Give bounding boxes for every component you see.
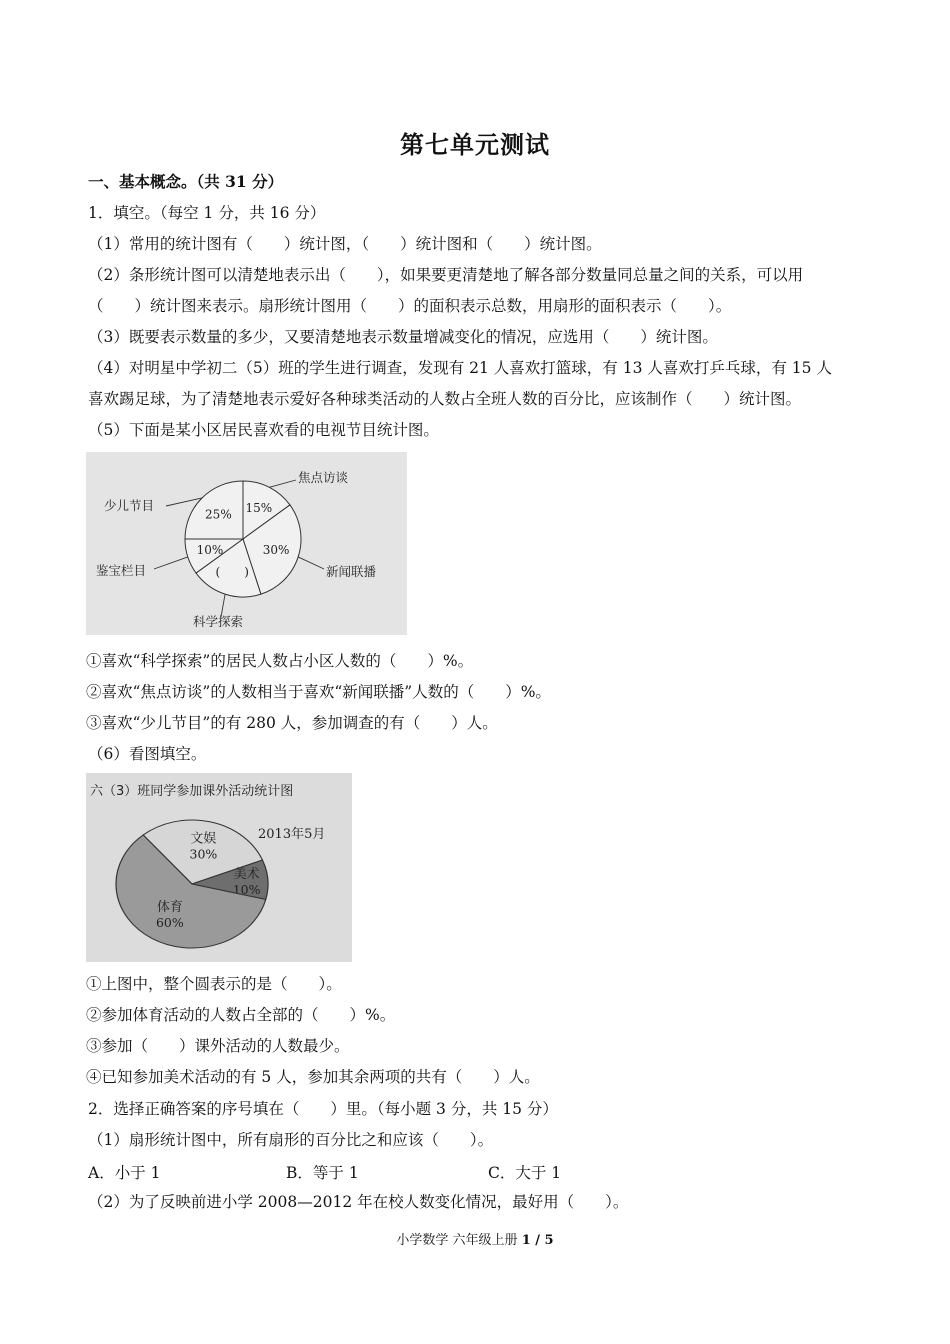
- question-1-5: （5）下面是某小区居民喜欢看的电视节目统计图。: [88, 421, 439, 439]
- question-1-4b: 喜欢踢足球，为了清楚地表示爱好各种球类活动的人数占全班人数的百分比，应该制作（ ）统计图。: [88, 390, 802, 408]
- question-1-6-3: ③参加（ ）课外活动的人数最少。: [86, 1037, 350, 1055]
- page-footer: [0, 1229, 950, 1248]
- pie1-slice-label: 30%: [262, 542, 290, 557]
- pie2-title: 六（3）班同学参加课外活动统计图: [90, 784, 294, 799]
- tv-program-pie-figure: [86, 452, 407, 635]
- pie2-category-label: 体育: [156, 899, 183, 915]
- question-1-6-1: ①上图中，整个圆表示的是（ ）。: [86, 975, 342, 993]
- pie1-category-label: 鉴宝栏目: [96, 563, 147, 578]
- pie2-percent-label: 60%: [155, 914, 184, 930]
- option-a: A．小于 1: [88, 1164, 161, 1182]
- question-1-6-4: ④已知参加美术活动的有 5 人，参加其余两项的共有（ ）人。: [86, 1068, 540, 1086]
- question-1-1: （1）常用的统计图有（ ）统计图，（ ）统计图和（ ）统计图。: [88, 235, 602, 253]
- question-1-5-3: ③喜欢“少儿节目”的有 280 人，参加调查的有（ ）人。: [86, 714, 498, 732]
- question-1-2a: （2）条形统计图可以清楚地表示出（ ），如果要更清楚地了解各部分数量同总量之间的关系，可以用: [88, 266, 804, 284]
- footer-page-number: 1 / 5: [521, 1233, 554, 1248]
- page-title: 第七单元测试: [400, 130, 550, 159]
- pie2-percent-label: 30%: [189, 846, 218, 862]
- question-1-6-2: ②参加体育活动的人数占全部的（ ）%。: [86, 1006, 396, 1024]
- activity-pie-figure: [86, 773, 352, 962]
- activity-pie-chart: [86, 773, 352, 962]
- pie1-category-label: 焦点访谈: [298, 470, 349, 485]
- pie1-leader-line: [269, 480, 296, 487]
- question-2-2: （2）为了反映前进小学 2008—2012 年在校人数变化情况，最好用（ ）。: [88, 1193, 629, 1211]
- pie2-category-label: 美术: [233, 866, 260, 882]
- footer-text: 小学数学 六年级上册: [396, 1233, 518, 1248]
- question-1-5-2: ②喜欢“焦点访谈”的人数相当于喜欢“新闻联播”人数的（ ）%。: [86, 683, 551, 701]
- pie2-date: 2013年5月: [258, 827, 326, 842]
- option-c: C．大于 1: [488, 1164, 562, 1182]
- question-1-5-1: ①喜欢“科学探索”的居民人数占小区人数的（ ）%。: [86, 652, 474, 670]
- pie1-slice-label: 25%: [205, 507, 232, 522]
- pie1-leader-line: [154, 557, 188, 569]
- pie2-percent-label: 10%: [232, 881, 261, 897]
- question-1: 1．填空。（每空 1 分，共 16 分）: [88, 204, 326, 222]
- pie1-leader-line: [298, 557, 324, 569]
- pie2-category-label: 文娱: [190, 831, 217, 847]
- section-heading: 一、基本概念。（共 31 分）: [88, 172, 284, 191]
- question-2: 2．选择正确答案的序号填在（ ）里。（每小题 3 分，共 15 分）: [88, 1100, 558, 1118]
- pie1-category-label: 新闻联播: [326, 564, 377, 579]
- option-b: B．等于 1: [286, 1164, 359, 1182]
- tv-program-pie-chart: [86, 452, 407, 635]
- pie1-category-label: 科学探索: [193, 614, 244, 629]
- pie1-category-label: 少儿节目: [104, 498, 155, 513]
- question-1-2b: （ ）统计图来表示。扇形统计图用（ ）的面积表示总数，用扇形的面积表示（ ）。: [88, 297, 732, 315]
- question-1-6: （6）看图填空。: [88, 745, 207, 763]
- pie1-slice-label: 15%: [245, 500, 273, 515]
- question-1-3: （3）既要表示数量的多少，又要清楚地表示数量增减变化的情况，应选用（ ）统计图。: [88, 328, 718, 346]
- pie1-slice-label: ( ): [215, 565, 249, 580]
- pie1-slice-label: 10%: [196, 542, 224, 557]
- question-1-4a: （4）对明星中学初二（5）班的学生进行调查，发现有 21 人喜欢打篮球，有 13 人喜欢打乒乓球，有 15 人: [88, 359, 832, 377]
- question-2-1: （1）扇形统计图中，所有扇形的百分比之和应该（ ）。: [88, 1131, 494, 1149]
